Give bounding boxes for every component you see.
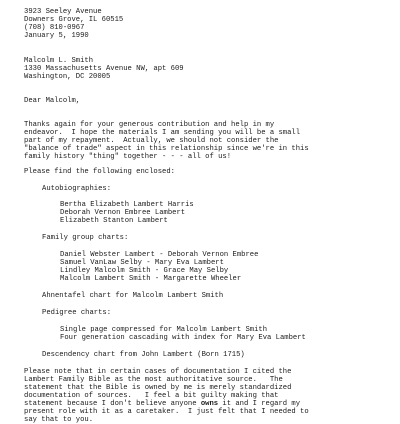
- sender-city: Downers Grove, IL 60515: [24, 16, 124, 24]
- family-group-label: Family group charts:: [42, 234, 129, 242]
- pedigree-item: Single page compressed for Malcolm Lambert Smith: [60, 326, 268, 334]
- intro-line: "balance of trade" aspect in this relationship since we're in this: [24, 145, 309, 153]
- intro-line: family history "thing" together - - - all of us!: [24, 153, 232, 161]
- recipient-name: Malcolm L. Smith: [24, 57, 94, 65]
- salutation: Dear Malcolm,: [24, 97, 81, 105]
- family-group-item: Lindley Malcolm Smith - Grace May Selby: [60, 267, 229, 275]
- descendency-line: Descendency chart from John Lambert (Born 1715): [42, 351, 245, 359]
- closing-line: Please note that in certain cases of documentation I cited the: [24, 368, 292, 376]
- closing-text: statement because I don't believe anyone: [24, 400, 201, 408]
- intro-line: part of my repayment. Actually, we should not consider the: [24, 137, 279, 145]
- family-group-item: Daniel Webster Lambert - Deborah Vernon Embree: [60, 251, 259, 259]
- pedigree-label: Pedigree charts:: [42, 309, 112, 317]
- letter-date: January 5, 1990: [24, 32, 89, 40]
- intro-line: Thanks again for your generous contribution and help in my: [24, 121, 275, 129]
- ahnentafel-line: Ahnentafel chart for Malcolm Lambert Smith: [42, 292, 224, 300]
- recipient-city: Washington, DC 20005: [24, 73, 111, 81]
- closing-line: [24, 400, 300, 408]
- intro-line: endeavor. I hope the materials I am sending you will be a small: [24, 129, 301, 137]
- recipient-street: 1330 Massachusetts Avenue NW, apt 609: [24, 65, 184, 73]
- closing-line: present role with it as a caretaker. I just felt that I needed to: [24, 408, 309, 416]
- sender-street: 3923 Seeley Avenue: [24, 8, 102, 16]
- closing-line: documentation of sources. I feel a bit guilty making that: [24, 392, 279, 400]
- closing-text: it and I regard my: [218, 400, 301, 408]
- sender-phone: (708) 810-0967: [24, 24, 85, 32]
- closing-line: say that to you.: [24, 416, 94, 424]
- closing-line: Lambert Family Bible as the most authoritative source. The: [24, 376, 283, 384]
- enclosed-intro: Please find the following enclosed:: [24, 168, 175, 176]
- closing-line: statement that the Bible is owned by me is merely standardized: [24, 384, 292, 392]
- autobiographies-label: Autobiographies:: [42, 185, 112, 193]
- autobiography-item: Bertha Elizabeth Lambert Harris: [60, 201, 194, 209]
- emphasis-owns: owns: [200, 400, 219, 408]
- pedigree-item: Four generation cascading with index for Mary Eva Lambert: [60, 334, 306, 342]
- family-group-item: Samuel VanLaw Selby - Mary Eva Lambert: [60, 259, 224, 267]
- autobiography-item: Deborah Vernon Embree Lambert: [60, 209, 186, 217]
- autobiography-item: Elizabeth Stanton Lambert: [60, 217, 168, 225]
- family-group-item: Malcolm Lambert Smith - Margarette Wheeler: [60, 275, 242, 283]
